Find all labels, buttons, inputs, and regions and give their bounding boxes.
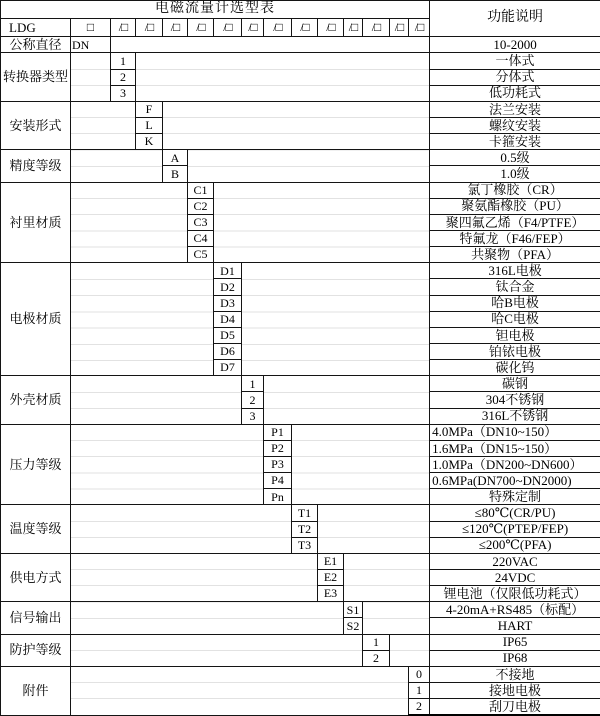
blank-cell	[214, 182, 430, 263]
section-label: 外壳材质	[1, 376, 71, 424]
blank-cell	[71, 53, 111, 101]
model-box-cell: □	[71, 19, 111, 37]
option-code: DN	[71, 37, 111, 53]
option-code: D7	[214, 360, 242, 376]
option-function: 分体式	[430, 69, 600, 85]
option-code: 1	[409, 682, 430, 698]
option-code: 2	[111, 69, 136, 85]
blank-cell	[71, 553, 318, 601]
option-function: 卡箍安装	[430, 134, 600, 150]
blank-cell	[71, 424, 264, 505]
model-slot: /□	[111, 19, 136, 37]
option-code: 2	[363, 650, 390, 666]
model-slot: /□	[318, 19, 344, 37]
model-prefix: LDG	[1, 19, 71, 37]
option-code: L	[136, 118, 163, 134]
blank-cell	[71, 376, 242, 424]
option-function: 哈C电极	[430, 311, 600, 327]
model-slot: /□	[214, 19, 242, 37]
option-function: 24VDC	[430, 569, 600, 585]
option-code: S2	[344, 618, 363, 634]
option-code: 1	[242, 376, 264, 392]
option-code: 2	[409, 699, 430, 715]
option-function: 4.0MPa（DN10~150）	[430, 424, 600, 440]
model-slot: /□	[390, 19, 409, 37]
option-function: 一体式	[430, 53, 600, 69]
blank-cell	[71, 182, 188, 263]
option-function: 螺纹安装	[430, 118, 600, 134]
section-label: 信号输出	[1, 602, 71, 634]
section-label: 衬里材质	[1, 182, 71, 263]
option-function: 304不锈钢	[430, 392, 600, 408]
option-code: B	[163, 166, 188, 182]
option-code: P1	[264, 424, 292, 440]
section-label: 附件	[1, 666, 71, 715]
option-code: 0	[409, 666, 430, 682]
option-code: C5	[188, 247, 214, 263]
section-label: 电极材质	[1, 263, 71, 376]
model-slot: /□	[242, 19, 264, 37]
option-function: ≤80℃(CR/PU)	[430, 505, 600, 521]
blank-cell	[71, 505, 292, 553]
option-function: 法兰安装	[430, 101, 600, 117]
section-label: 公称直径	[1, 37, 71, 53]
option-function: IP68	[430, 650, 600, 666]
option-function: 特殊定制	[430, 489, 600, 505]
option-code: 1	[363, 634, 390, 650]
option-code: E2	[318, 569, 344, 585]
option-code: A	[163, 150, 188, 166]
option-code: K	[136, 134, 163, 150]
option-code: S1	[344, 602, 363, 618]
option-function: 特氟龙（F46/FEP）	[430, 231, 600, 247]
option-function: 10-2000	[430, 37, 600, 53]
blank-cell	[71, 634, 363, 666]
blank-cell	[390, 634, 430, 666]
option-function: HART	[430, 618, 600, 634]
option-function: 氯丁橡胶（CR）	[430, 182, 600, 198]
section-label: 压力等级	[1, 424, 71, 505]
option-code: C1	[188, 182, 214, 198]
model-slot: /□	[136, 19, 163, 37]
option-function: 碳化钨	[430, 360, 600, 376]
option-function: 不接地	[430, 666, 600, 682]
option-function: 0.5级	[430, 150, 600, 166]
option-code: E3	[318, 586, 344, 602]
option-code: T2	[292, 521, 318, 537]
model-slot: /□	[344, 19, 363, 37]
model-slot: /□	[163, 19, 188, 37]
section-label: 安装形式	[1, 101, 71, 149]
option-code: P2	[264, 440, 292, 456]
model-slot: /□	[264, 19, 292, 37]
option-function: 锂电池（仅限低功耗式）	[430, 586, 600, 602]
option-function: 1.0MPa（DN200~DN600）	[430, 456, 600, 472]
option-code: Pn	[264, 489, 292, 505]
option-function: 聚氨酯橡胶（PU）	[430, 198, 600, 214]
blank-cell	[163, 101, 430, 149]
blank-cell	[242, 263, 430, 376]
option-code: D4	[214, 311, 242, 327]
option-function: 聚四氟乙烯（F4/PTFE）	[430, 214, 600, 230]
option-code: T3	[292, 537, 318, 553]
option-code: 1	[111, 53, 136, 69]
blank-cell	[71, 150, 163, 182]
blank-cell	[71, 602, 344, 634]
option-function: ≤200℃(PFA)	[430, 537, 600, 553]
blank-cell	[363, 602, 430, 634]
option-function: 刮刀电极	[430, 699, 600, 715]
section-label: 供电方式	[1, 553, 71, 601]
option-code: D1	[214, 263, 242, 279]
blank-cell	[318, 505, 430, 553]
option-code: 3	[242, 408, 264, 424]
option-code: T1	[292, 505, 318, 521]
option-function: IP65	[430, 634, 600, 650]
option-function: 1.0级	[430, 166, 600, 182]
option-function: 碳钢	[430, 376, 600, 392]
option-function: 1.6MPa（DN15~150）	[430, 440, 600, 456]
section-label: 精度等级	[1, 150, 71, 182]
model-slot: /□	[409, 19, 430, 37]
option-code: 3	[111, 85, 136, 101]
blank-cell	[111, 37, 430, 53]
blank-cell	[71, 263, 214, 376]
blank-cell	[71, 666, 409, 715]
model-slot: /□	[188, 19, 214, 37]
option-function: 316L不锈钢	[430, 408, 600, 424]
section-label: 防护等级	[1, 634, 71, 666]
option-code: C2	[188, 198, 214, 214]
option-code: P4	[264, 473, 292, 489]
option-function: 316L电极	[430, 263, 600, 279]
table-title: 电磁流量计选型表	[1, 1, 430, 19]
blank-cell	[344, 553, 430, 601]
option-function: 4-20mA+RS485（标配）	[430, 602, 600, 618]
section-label: 转换器类型	[1, 53, 71, 101]
model-slot: /□	[292, 19, 318, 37]
option-code: D5	[214, 327, 242, 343]
blank-cell	[264, 376, 430, 424]
blank-cell	[292, 424, 430, 505]
option-code: D2	[214, 279, 242, 295]
option-function: 低功耗式	[430, 85, 600, 101]
option-code: D6	[214, 343, 242, 359]
option-code: D3	[214, 295, 242, 311]
option-code: C3	[188, 214, 214, 230]
function-column-header: 功能说明	[430, 1, 600, 37]
option-code: P3	[264, 456, 292, 472]
option-function: 铂铱电极	[430, 343, 600, 359]
option-function: 钽电极	[430, 327, 600, 343]
option-function: ≤120℃(PTEP/FEP)	[430, 521, 600, 537]
blank-cell	[188, 150, 430, 182]
option-code: C4	[188, 231, 214, 247]
section-label: 温度等级	[1, 505, 71, 553]
option-code: E1	[318, 553, 344, 569]
blank-cell	[71, 101, 136, 149]
option-code: F	[136, 101, 163, 117]
option-function: 共聚物（PFA）	[430, 247, 600, 263]
option-function: 钛合金	[430, 279, 600, 295]
option-function: 220VAC	[430, 553, 600, 569]
option-function: 0.6MPa(DN700~DN2000)	[430, 473, 600, 489]
model-slot: /□	[363, 19, 390, 37]
option-function: 哈B电极	[430, 295, 600, 311]
option-code: 2	[242, 392, 264, 408]
blank-cell	[136, 53, 430, 101]
option-function: 接地电极	[430, 682, 600, 698]
